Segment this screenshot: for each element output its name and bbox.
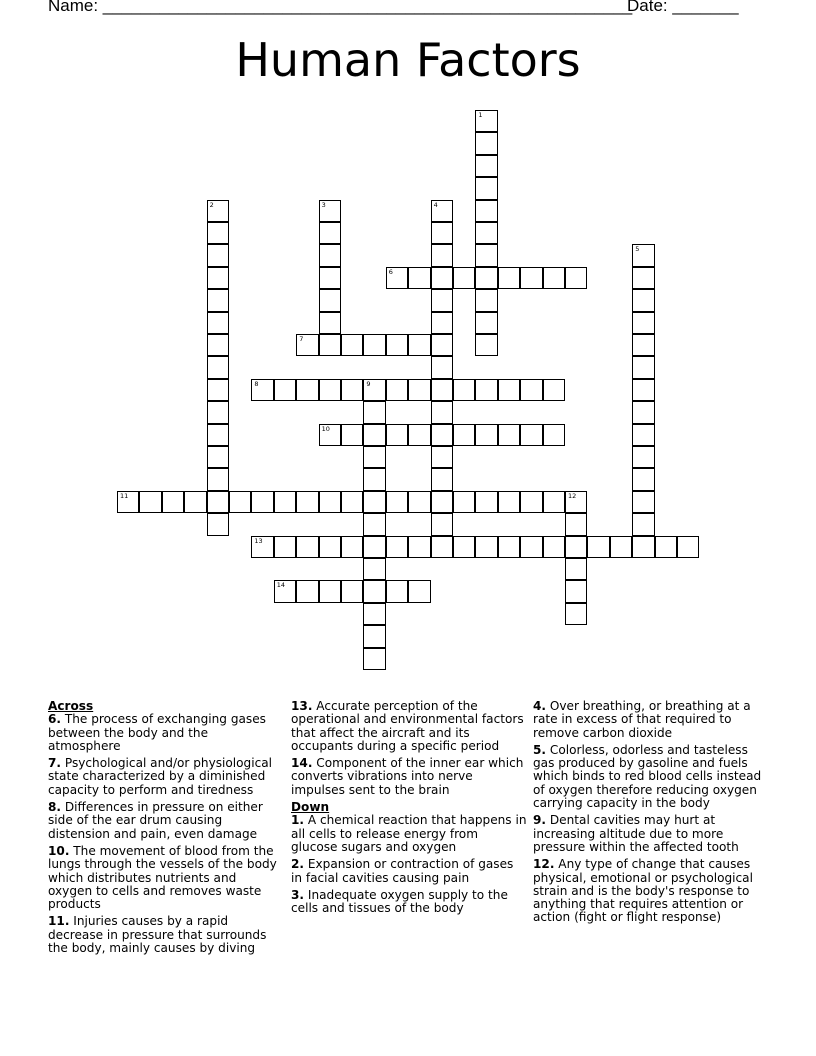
grid-cell[interactable] xyxy=(632,244,654,266)
grid-cell[interactable] xyxy=(363,536,385,558)
grid-cell[interactable] xyxy=(274,379,296,401)
clue-down-9: 9. Dental cavities may hurt at increasing altitude due to more pressure within the affected tooth xyxy=(533,813,739,854)
grid-cell[interactable] xyxy=(543,424,565,446)
grid-cell[interactable] xyxy=(431,513,453,535)
grid-cell[interactable] xyxy=(319,536,341,558)
grid-cell[interactable] xyxy=(207,356,229,378)
grid-cell[interactable] xyxy=(363,468,385,490)
grid-cell[interactable] xyxy=(632,334,654,356)
grid-cell[interactable] xyxy=(207,334,229,356)
grid-cell[interactable] xyxy=(632,356,654,378)
grid-cell[interactable] xyxy=(207,379,229,401)
grid-cell[interactable] xyxy=(117,491,139,513)
grid-cell[interactable] xyxy=(431,200,453,222)
grid-cell[interactable] xyxy=(543,491,565,513)
grid-cell[interactable] xyxy=(207,513,229,535)
grid-cell[interactable] xyxy=(207,289,229,311)
grid-cell[interactable] xyxy=(431,401,453,423)
grid-cell[interactable] xyxy=(251,379,273,401)
grid-cell[interactable] xyxy=(341,379,363,401)
grid-cell[interactable] xyxy=(319,379,341,401)
clue-down-3: 3. Inadequate oxygen supply to the cells and tissues of the body xyxy=(291,887,508,916)
grid-cell[interactable] xyxy=(341,580,363,602)
grid-cell[interactable] xyxy=(207,222,229,244)
grid-cell[interactable] xyxy=(632,536,654,558)
grid-cell[interactable] xyxy=(498,379,520,401)
grid-cell[interactable] xyxy=(632,424,654,446)
clue-number: 14 xyxy=(276,581,286,590)
clues-column-2 xyxy=(291,700,527,919)
clue-across-6: 6. The process of exchanging gases between the body and the atmosphere xyxy=(48,712,266,753)
clue-number: 7 xyxy=(299,335,304,343)
grid-cell[interactable] xyxy=(319,424,341,446)
grid-cell[interactable] xyxy=(363,446,385,468)
grid-cell[interactable] xyxy=(386,424,408,446)
clue-down-1: 1. A chemical reaction that happens in all cells to release energy from glucose sugars and oxygen xyxy=(291,813,527,854)
grid-cell[interactable] xyxy=(207,267,229,289)
grid-cell[interactable] xyxy=(632,289,654,311)
grid-cell[interactable] xyxy=(408,424,430,446)
grid-cell[interactable] xyxy=(632,513,654,535)
grid-cell[interactable] xyxy=(363,379,385,401)
clue-across-8: 8. Differences in pressure on either side of the ear drum causing distension and pain, even damage xyxy=(48,800,263,841)
grid-cell[interactable] xyxy=(229,491,251,513)
grid-cell[interactable] xyxy=(632,468,654,490)
grid-cell[interactable] xyxy=(677,536,699,558)
grid-cell[interactable] xyxy=(431,536,453,558)
grid-cell[interactable] xyxy=(408,491,430,513)
grid-cell[interactable] xyxy=(363,491,385,513)
clue-number: 6 xyxy=(388,267,393,276)
grid-cell[interactable] xyxy=(453,536,475,558)
grid-cell[interactable] xyxy=(475,222,497,244)
grid-cell[interactable] xyxy=(274,580,296,602)
clue-number: 5 xyxy=(635,245,640,254)
grid-cell[interactable] xyxy=(431,267,453,289)
name-field-line: Name: ________________________________________________________ xyxy=(48,0,633,15)
grid-cell[interactable] xyxy=(319,244,341,266)
grid-cell[interactable] xyxy=(475,334,497,356)
grid-cell[interactable] xyxy=(207,424,229,446)
grid-cell[interactable] xyxy=(498,491,520,513)
grid-cell[interactable] xyxy=(632,491,654,513)
grid-cell[interactable] xyxy=(363,334,385,356)
grid-cell[interactable] xyxy=(319,580,341,602)
clue-number: 10 xyxy=(321,424,330,433)
grid-cell[interactable] xyxy=(475,110,497,132)
grid-cell[interactable] xyxy=(520,491,542,513)
grid-cell[interactable] xyxy=(565,603,587,625)
grid-cell[interactable] xyxy=(565,513,587,535)
grid-cell[interactable] xyxy=(431,312,453,334)
grid-cell[interactable] xyxy=(296,491,318,513)
grid-cell[interactable] xyxy=(475,424,497,446)
page-title: Human Factors xyxy=(235,33,581,87)
grid-cell[interactable] xyxy=(543,267,565,289)
grid-cell[interactable] xyxy=(363,513,385,535)
grid-cell[interactable] xyxy=(408,536,430,558)
clue-number: 1 xyxy=(478,111,483,119)
grid-cell[interactable] xyxy=(296,379,318,401)
grid-cell[interactable] xyxy=(610,536,632,558)
grid-cell[interactable] xyxy=(520,379,542,401)
grid-cell[interactable] xyxy=(319,491,341,513)
grid-cell[interactable] xyxy=(565,491,587,513)
grid-cell[interactable] xyxy=(162,491,184,513)
grid-cell[interactable] xyxy=(632,446,654,468)
grid-cell[interactable] xyxy=(319,312,341,334)
grid-cell[interactable] xyxy=(475,536,497,558)
clues-column-1 xyxy=(48,700,284,959)
grid-cell[interactable] xyxy=(475,155,497,177)
clue-number: 13 xyxy=(254,536,263,545)
grid-cell[interactable] xyxy=(296,536,318,558)
grid-cell[interactable] xyxy=(363,603,385,625)
grid-cell[interactable] xyxy=(363,401,385,423)
grid-cell[interactable] xyxy=(184,491,206,513)
grid-cell[interactable] xyxy=(386,267,408,289)
grid-cell[interactable] xyxy=(139,491,161,513)
down-heading: Down xyxy=(291,800,330,815)
grid-cell[interactable] xyxy=(475,132,497,154)
grid-cell[interactable] xyxy=(207,468,229,490)
clue-across-10: 10. The movement of blood from the lungs through the vessels of the body which distributes nutrients and oxygen to cells and removes waste products xyxy=(48,843,277,912)
grid-cell[interactable] xyxy=(431,491,453,513)
grid-cell[interactable] xyxy=(408,334,430,356)
grid-cell[interactable] xyxy=(386,536,408,558)
clue-number: 9 xyxy=(366,379,371,388)
clue-across-7: 7. Psychological and/or physiological state characterized by a diminished capacity to perform and tiredness xyxy=(48,756,273,797)
date-field-line: Date: _______ xyxy=(627,0,739,15)
grid-cell[interactable] xyxy=(565,267,587,289)
grid-cell[interactable] xyxy=(341,536,363,558)
grid-cell[interactable] xyxy=(543,536,565,558)
grid-cell[interactable] xyxy=(632,379,654,401)
clue-across-11: 11. Injuries causes by a rapid decrease in pressure that surrounds the body, mainly causes by diving xyxy=(48,914,267,956)
grid-cell[interactable] xyxy=(431,468,453,490)
grid-cell[interactable] xyxy=(543,379,565,401)
grid-cell[interactable] xyxy=(453,267,475,289)
grid-cell[interactable] xyxy=(475,312,497,334)
grid-cell[interactable] xyxy=(475,379,497,401)
grid-cell[interactable] xyxy=(498,536,520,558)
grid-cell[interactable] xyxy=(632,267,654,289)
grid-cell[interactable] xyxy=(363,558,385,580)
grid-cell[interactable] xyxy=(207,401,229,423)
grid-cell[interactable] xyxy=(520,424,542,446)
clue-number: 8 xyxy=(254,379,259,388)
clue-number: 3 xyxy=(321,200,326,209)
grid-cell[interactable] xyxy=(207,446,229,468)
grid-cell[interactable] xyxy=(319,289,341,311)
grid-cell[interactable] xyxy=(363,648,385,670)
clue-down-12: 12. Any type of change that causes physical, emotional or psychological strain and is the body's response to anything that requires attention or action (fight or flight response) xyxy=(533,857,753,925)
across-heading: Across xyxy=(48,699,94,713)
grid-cell[interactable] xyxy=(207,244,229,266)
grid-cell[interactable] xyxy=(319,267,341,289)
clue-across-13: 13. Accurate perception of the operational and environmental factors that affect the aircraft and its occupants during a specific period xyxy=(291,699,524,753)
grid-cell[interactable] xyxy=(431,356,453,378)
grid-cell[interactable] xyxy=(386,580,408,602)
grid-cell[interactable] xyxy=(565,558,587,580)
grid-cell[interactable] xyxy=(498,267,520,289)
clue-number: 11 xyxy=(120,491,129,500)
grid-cell[interactable] xyxy=(475,289,497,311)
grid-cell[interactable] xyxy=(251,536,273,558)
grid-cell[interactable] xyxy=(431,244,453,266)
grid-cell[interactable] xyxy=(341,424,363,446)
grid-cell[interactable] xyxy=(431,379,453,401)
grid-cell[interactable] xyxy=(363,580,385,602)
grid-cell[interactable] xyxy=(453,424,475,446)
clue-number: 4 xyxy=(433,200,438,209)
grid-cell[interactable] xyxy=(274,491,296,513)
grid-cell[interactable] xyxy=(296,334,318,356)
grid-cell[interactable] xyxy=(475,177,497,199)
grid-cell[interactable] xyxy=(319,200,341,222)
grid-cell[interactable] xyxy=(408,379,430,401)
grid-cell[interactable] xyxy=(655,536,677,558)
grid-cell[interactable] xyxy=(363,625,385,647)
grid-cell[interactable] xyxy=(386,379,408,401)
grid-cell[interactable] xyxy=(207,312,229,334)
grid-cell[interactable] xyxy=(498,424,520,446)
grid-cell[interactable] xyxy=(319,222,341,244)
grid-cell[interactable] xyxy=(207,200,229,222)
grid-cell[interactable] xyxy=(296,580,318,602)
grid-cell[interactable] xyxy=(475,200,497,222)
grid-cell[interactable] xyxy=(251,491,273,513)
grid-cell[interactable] xyxy=(475,244,497,266)
grid-cell[interactable] xyxy=(453,379,475,401)
clue-down-4: 4. Over breathing, or breathing at a rate in excess of that required to remove carbon dioxide xyxy=(533,699,751,740)
grid-cell[interactable] xyxy=(386,334,408,356)
grid-cell[interactable] xyxy=(431,446,453,468)
grid-cell[interactable] xyxy=(632,312,654,334)
grid-cell[interactable] xyxy=(363,424,385,446)
grid-cell[interactable] xyxy=(587,536,609,558)
grid-cell[interactable] xyxy=(341,334,363,356)
grid-cell[interactable] xyxy=(475,491,497,513)
clues-column-3 xyxy=(533,700,769,929)
grid-cell[interactable] xyxy=(565,580,587,602)
grid-cell[interactable] xyxy=(453,491,475,513)
grid-cell[interactable] xyxy=(341,491,363,513)
grid-cell[interactable] xyxy=(207,491,229,513)
clue-number: 12 xyxy=(568,491,577,500)
grid-cell[interactable] xyxy=(520,267,542,289)
clue-number: 2 xyxy=(209,200,214,209)
grid-cell[interactable] xyxy=(274,536,296,558)
grid-cell[interactable] xyxy=(632,401,654,423)
clue-across-14: 14. Component of the inner ear which converts vibrations into nerve impulses sent to the brain xyxy=(291,756,524,797)
grid-cell[interactable] xyxy=(386,491,408,513)
grid-cell[interactable] xyxy=(431,222,453,244)
grid-cell[interactable] xyxy=(431,424,453,446)
grid-cell[interactable] xyxy=(475,267,497,289)
grid-cell[interactable] xyxy=(408,267,430,289)
grid-cell[interactable] xyxy=(319,334,341,356)
grid-cell[interactable] xyxy=(520,536,542,558)
clue-down-2: 2. Expansion or contraction of gases in facial cavities causing pain xyxy=(291,857,514,885)
clue-down-5: 5. Colorless, odorless and tasteless gas produced by gasoline and fuels which binds to red blood cells instead of oxygen therefore reducing oxygen carrying capacity in the body xyxy=(533,742,762,811)
grid-cell[interactable] xyxy=(408,580,430,602)
grid-cell[interactable] xyxy=(431,289,453,311)
grid-cell[interactable] xyxy=(565,536,587,558)
grid-cell[interactable] xyxy=(431,334,453,356)
